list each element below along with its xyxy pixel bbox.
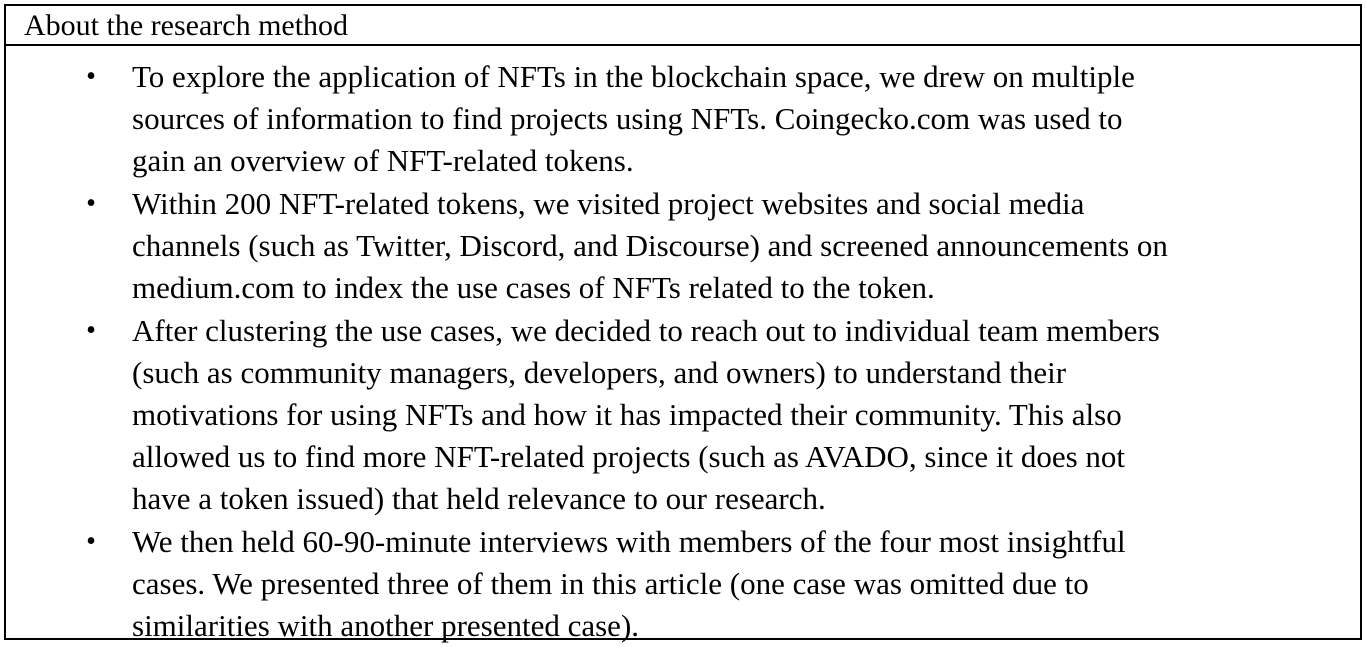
item-text-line: channels (such as Twitter, Discord, and Discourse) and screened announcements on [132,228,1168,263]
bullet-icon: • [86,61,96,92]
item-text-line: allowed us to find more NFT-related projects (such as AVADO, since it does not [132,439,1125,474]
item-text-line: After clustering the use cases, we decided to reach out to individual team members [132,313,1160,348]
item-text-line: medium.com to index the use cases of NFTs related to the token. [132,270,935,305]
item-text-line: sources of information to find projects using NFTs. Coingecko.com was used to [132,101,1123,136]
bullet-icon: • [86,526,96,557]
method-list [6,46,1360,647]
item-text-line: motivations for using NFTs and how it has impacted their community. This also [132,397,1122,432]
research-method-box [4,4,1362,643]
item-text-line: We then held 60-90-minute interviews with members of the four most insightful [132,524,1126,559]
item-text-line: (such as community managers, developers, and owners) to understand their [132,355,1067,390]
list-item [6,521,1360,647]
item-text-line: To explore the application of NFTs in the blockchain space, we drew on multiple [132,59,1135,94]
list-item [6,56,1360,182]
item-text-line: similarities with another presented case). [132,608,640,643]
bullet-icon: • [86,315,96,346]
item-text-line: gain an overview of NFT-related tokens. [132,143,634,178]
list-item [6,310,1360,520]
box-title: About the research method [6,6,1360,46]
item-text-line: have a token issued) that held relevance to our research. [132,481,826,516]
bullet-icon: • [86,188,96,219]
item-text-line: Within 200 NFT-related tokens, we visited project websites and social media [132,186,1085,221]
item-text-line: cases. We presented three of them in this article (one case was omitted due to [132,566,1089,601]
list-item [6,183,1360,309]
